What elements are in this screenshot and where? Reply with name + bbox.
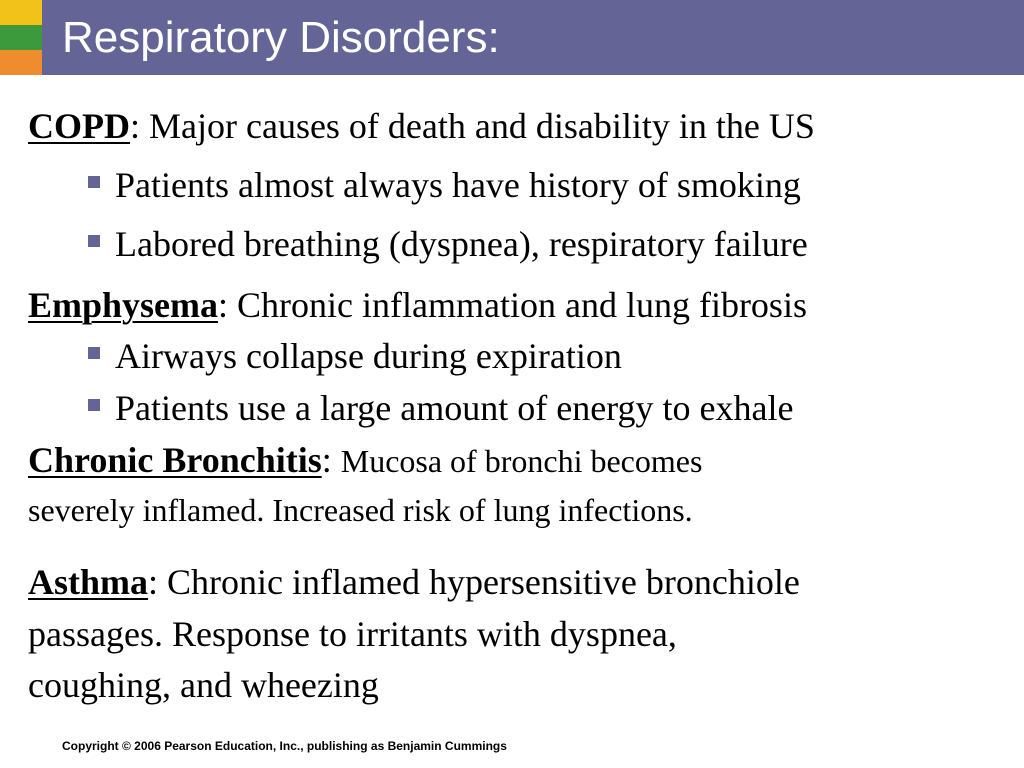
asthma-description-2: passages. Response to irritants with dyspnea,	[28, 614, 677, 654]
chronic-bronchitis-description-1: Mucosa of bronchi becomes	[340, 443, 703, 479]
copd-bullet-2-text: Labored breathing (dyspnea), respiratory failure	[115, 224, 808, 264]
copd-description: : Major causes of death and disability in the US	[130, 106, 815, 146]
copd-bullet-1-text: Patients almost always have history of smoking	[115, 165, 801, 205]
bullet-square-icon	[88, 399, 100, 411]
chronic-bronchitis-colon: :	[321, 440, 341, 480]
emphysema-bullet-1	[88, 334, 622, 378]
chronic-bronchitis-term: Chronic Bronchitis	[28, 440, 322, 480]
bullet-square-icon	[88, 176, 100, 188]
copd-bullet-1	[88, 163, 801, 207]
emphysema-bullet-2-text: Patients use a large amount of energy to exhale	[115, 388, 794, 428]
accent-stripe-yellow	[0, 0, 42, 25]
emphysema-term: Emphysema	[28, 285, 219, 325]
bullet-square-icon	[88, 347, 100, 359]
emphysema-line	[28, 283, 807, 327]
copd-term: COPD	[28, 106, 130, 146]
asthma-description-3: coughing, and wheezing	[28, 665, 379, 705]
accent-stripe-orange	[0, 50, 42, 75]
emphysema-description: : Chronic inflammation and lung fibrosis	[218, 285, 807, 325]
slide-title: Respiratory Disorders:	[62, 13, 500, 62]
copd-line	[28, 104, 815, 148]
emphysema-bullet-2	[88, 386, 793, 430]
accent-stripe-green	[0, 25, 42, 50]
copyright-footer: Copyright © 2006 Pearson Education, Inc., publishing as Benjamin Cummings	[62, 739, 507, 753]
asthma-description-1: : Chronic inflamed hypersensitive bronchiole	[148, 562, 800, 602]
chronic-bronchitis-description-2: severely inflamed. Increased risk of lung infections.	[28, 492, 693, 528]
asthma-line-1	[28, 560, 800, 604]
copd-bullet-2	[88, 222, 808, 266]
asthma-term: Asthma	[28, 562, 149, 602]
bullet-square-icon	[88, 235, 100, 247]
emphysema-bullet-1-text: Airways collapse during expiration	[115, 336, 622, 376]
chronic-bronchitis-line-1	[28, 438, 702, 483]
